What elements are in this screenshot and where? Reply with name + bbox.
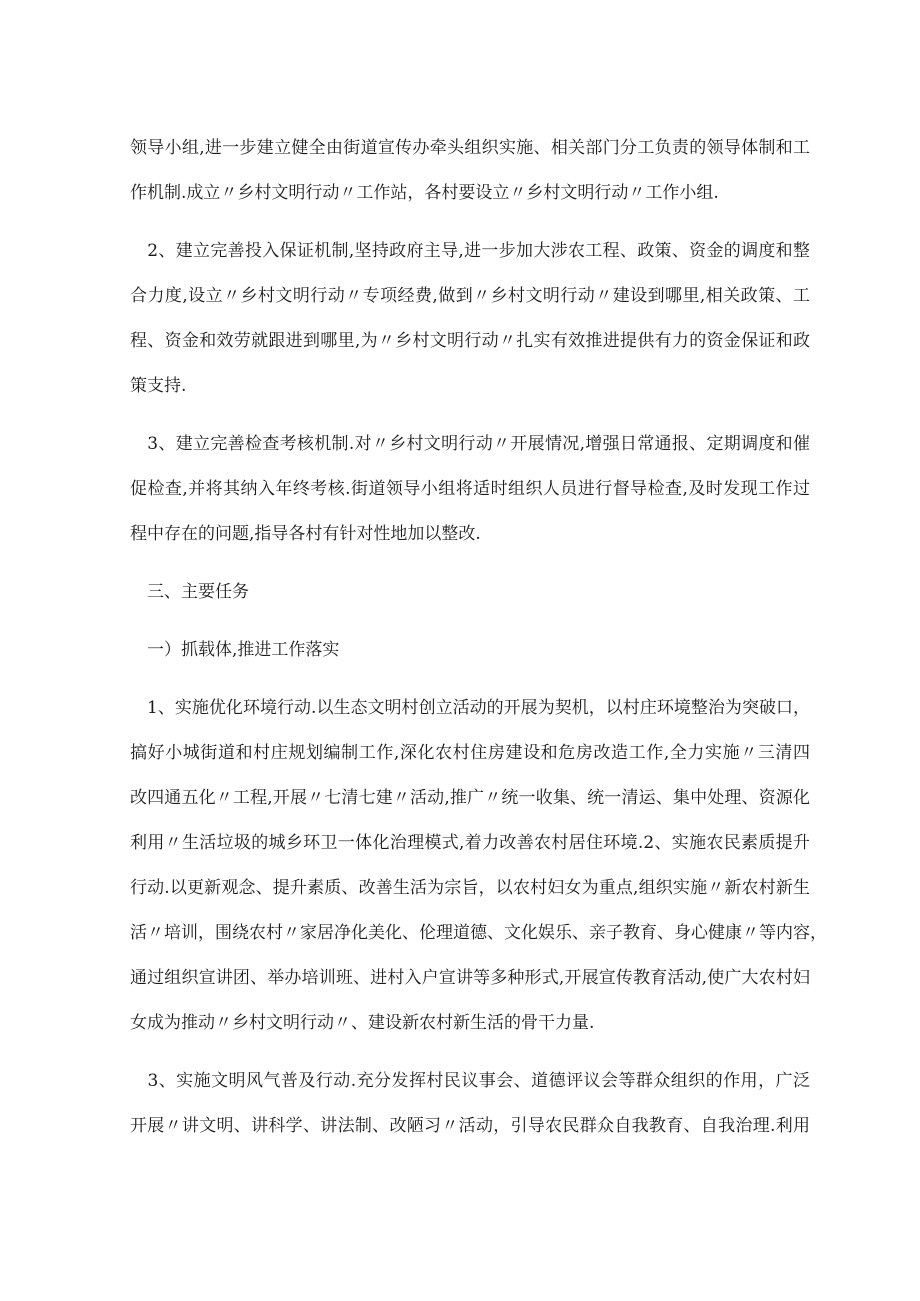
text-line: 开展〃讲文明、讲科学、讲法制、改陋习〃活动，引导农民群众自我教育、自我治理.利用 [130,1116,810,1136]
paragraph [130,1059,810,1149]
paragraph [130,686,827,1046]
text-line: 作机制.成立〃乡村文明行动〃工作站，各村要设立〃乡村文明行动〃工作小组. [130,183,719,203]
text-line: 2、建立完善投入保证机制,坚持政府主导,进一步加大涉农工程、政策、资金的调度和整 [130,241,810,261]
text-line: 3、建立完善检查考核机制.对〃乡村文明行动〃开展情况,增强日常通报、定期调度和催 [130,434,810,454]
paragraph-gap [130,615,810,628]
paragraph [130,570,810,615]
text-line: 程、资金和效劳就跟进到哪里,为〃乡村文明行动〃扎实有效推进提供有力的资金保证和政 [130,331,810,351]
text-line: 改四通五化〃工程,开展〃七清七建〃活动,推广〃统一收集、统一清运、集中处理、资源化 [130,788,810,808]
text-line: 促检查,并将其纳入年终考核.街道领导小组将适时组织人员进行督导检查,及时发现工作过 [130,479,810,499]
paragraph [130,628,810,673]
text-line: 合力度,设立〃乡村文明行动〃专项经费,做到〃乡村文明行动〃建设到哪里,相关政策、工 [130,286,810,306]
paragraph-gap [130,409,810,422]
paragraph-gap [130,216,810,229]
paragraph [130,422,810,557]
paragraph-gap [130,557,810,570]
text-line: 三、主要任务 [130,582,249,602]
text-line: 通过组织宣讲团、举办培训班、进村入户宣讲等多种形式,开展宣传教育活动,使广大农村妇 [130,968,810,988]
text-line: 一）抓载体,推进工作落实 [130,640,340,660]
text-line: 1、实施优化环境行动.以生态文明村创立活动的开展为契机，以村庄环境整治为突破口， [130,698,810,718]
text-line: 利用〃生活垃圾的城乡环卫一体化治理模式,着力改善农村居住环境.2、实施农民素质提升 [130,833,810,853]
text-line: 领导小组,进一步建立健全由街道宣传办牵头组织实施、相关部门分工负责的领导体制和工 [130,138,810,158]
paragraph-gap [130,1046,810,1059]
text-line: 程中存在的问题,指导各村有针对性地加以整改. [130,524,481,544]
paragraph [130,126,810,216]
paragraph-gap [130,673,810,686]
paragraph [130,229,810,409]
text-line: 活〃培训，围绕农村〃家居净化美化、伦理道德、文化娱乐、亲子教育、身心健康〃等内容， [130,923,827,943]
text-line: 行动.以更新观念、提升素质、改善生活为宗旨，以农村妇女为重点,组织实施〃新农村新生 [130,878,810,898]
text-line: 女成为推动〃乡村文明行动〃、建设新农村新生活的骨干力量. [130,1013,595,1033]
document-body [130,126,827,1149]
text-line: 搞好小城街道和村庄规划编制工作,深化农村住房建设和危房改造工作,全力实施〃三清四 [130,743,810,763]
text-line: 3、实施文明风气普及行动.充分发挥村民议事会、道德评议会等群众组织的作用，广泛 [130,1071,810,1091]
text-line: 策支持. [130,376,187,396]
